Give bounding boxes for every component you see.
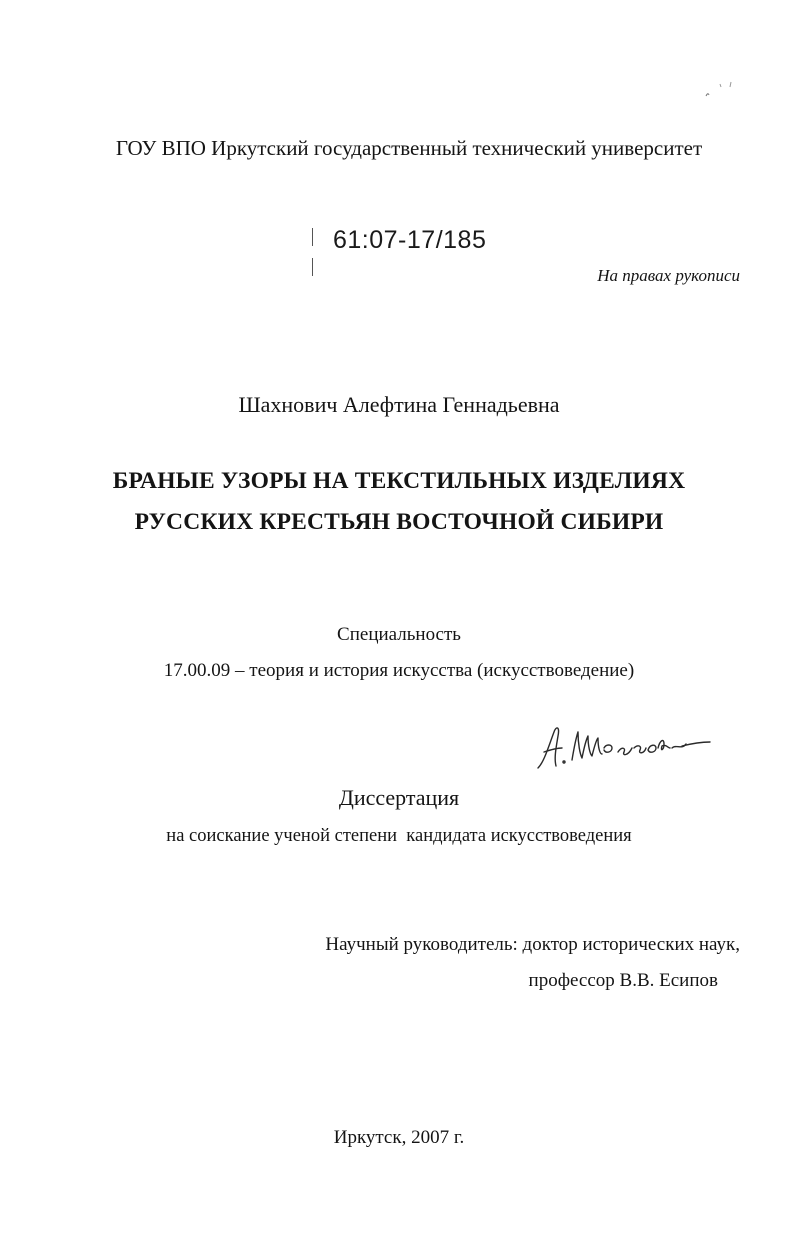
advisor-line-1: Научный руководитель: доктор исторических наук,: [325, 934, 740, 955]
thesis-title-line-2: РУССКИХ КРЕСТЬЯН ВОСТОЧНОЙ СИБИРИ: [134, 509, 664, 535]
city-year: Иркутск, 2007 г.: [333, 1127, 465, 1148]
specialty-value: 17.00.09 – теория и история искусства (искусствоведение): [163, 660, 635, 681]
degree-line: на соискание ученой степени кандидата искусствоведения: [166, 826, 632, 846]
stamp-tick-bottom: [312, 258, 313, 276]
stamp-tick-top: [312, 228, 313, 246]
author-name: Шахнович Алефтина Геннадьевна: [238, 392, 560, 417]
thesis-title-line-1: БРАНЫЕ УЗОРЫ НА ТЕКСТИЛЬНЫХ ИЗДЕЛИЯХ: [112, 468, 686, 494]
advisor-line-2: профессор В.В. Есипов: [528, 970, 718, 991]
specialty-label: Специальность: [337, 624, 461, 645]
scan-marks: [700, 78, 736, 102]
manuscript-rights-note: На правах рукописи: [597, 266, 740, 285]
document-type: Диссертация: [338, 785, 460, 810]
institution-header: ГОУ ВПО Иркутский государственный технический университет: [115, 136, 703, 160]
catalog-stamp: 61:07-17/185: [333, 226, 487, 254]
author-signature: [534, 718, 714, 774]
